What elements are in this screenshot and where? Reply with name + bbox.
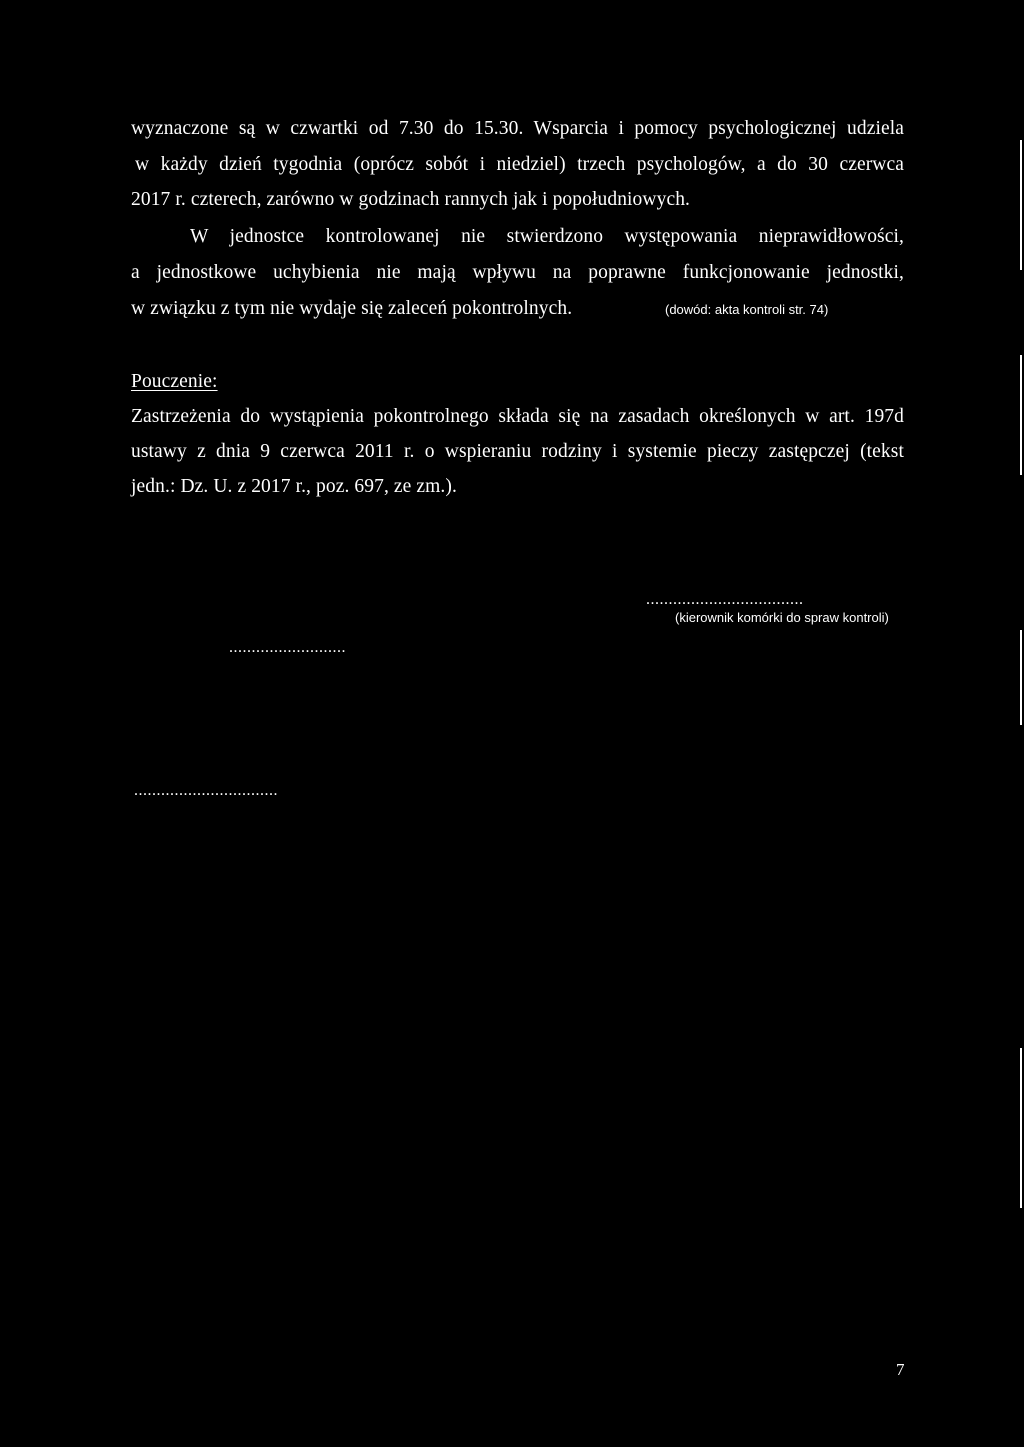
head-signature-dots: ...................................: [646, 591, 804, 608]
paragraph-2-line-1: W jednostce kontrolowanej nie stwierdzono występowania nieprawidłowości,: [190, 226, 904, 247]
instruction-line-3: jedn.: Dz. U. z 2017 r., poz. 697, ze zm.).: [131, 476, 457, 497]
paragraph-1-line-3: 2017 r. czterech, zarówno w godzinach rannych jak i popołudniowych.: [131, 189, 691, 210]
head-signature-caption: (kierownik komórki do spraw kontroli): [675, 610, 889, 625]
paragraph-1-line-2: w każdy dzień tygodnia (oprócz sobót i niedziel) trzech psychologów, a do 30 czerwca: [135, 154, 904, 175]
evidence-note: (dowód: akta kontroli str. 74): [665, 302, 829, 317]
instruction-line-1: Zastrzeżenia do wystąpienia pokontrolnego składa się na zasadach określonych w art. 197d: [131, 406, 904, 427]
page-number: 7: [896, 1360, 905, 1379]
scan-edge-mark: [1020, 630, 1022, 725]
paragraph-1-line-1: wyznaczone są w czwartki od 7.30 do 15.30. Wsparcia i pomocy psychologicznej udziela: [131, 118, 904, 139]
scan-edge-mark: [1020, 355, 1022, 475]
paragraph-2-line-3: w związku z tym nie wydaje się zaleceń pokontrolnych.: [131, 298, 573, 319]
paragraph-2-line-2: a jednostkowe uchybienia nie mają wpływu na poprawne funkcjonowanie jednostki,: [131, 262, 904, 283]
instruction-heading: Pouczenie:: [131, 371, 218, 392]
scan-edge-mark: [1020, 140, 1022, 270]
left-signature-dots-2: ................................: [134, 782, 278, 799]
left-signature-dots-1: ..........................: [229, 639, 346, 656]
scan-edge-mark: [1020, 1048, 1022, 1208]
instruction-line-2: ustawy z dnia 9 czerwca 2011 r. o wspieraniu rodziny i systemie pieczy zastępczej (tekst: [131, 441, 904, 462]
